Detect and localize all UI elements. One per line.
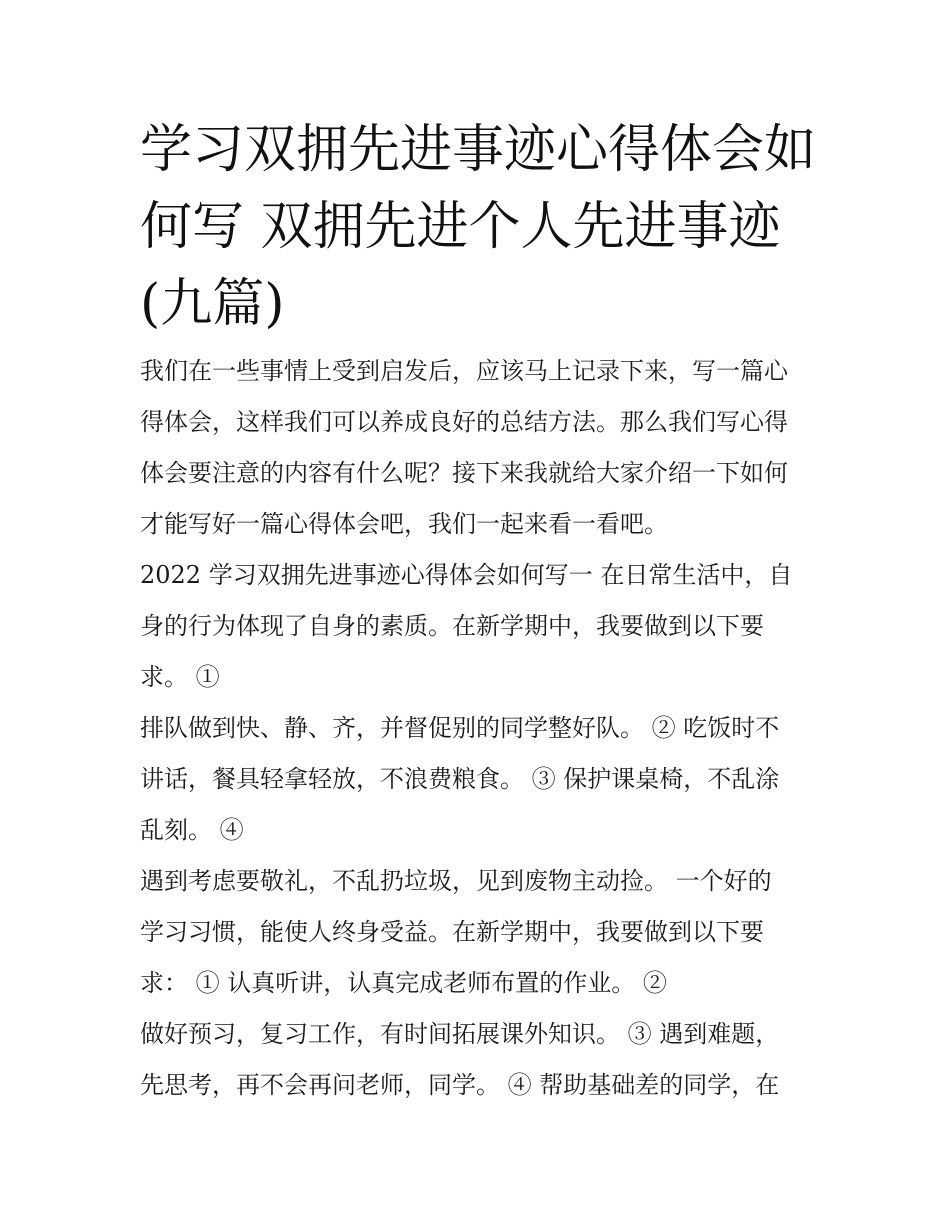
body-line: 学习习惯，能使人终身受益。在新学期中，我要做到以下要 <box>140 918 764 946</box>
title-line: 学习双拥先进事迹心得体会如 <box>140 120 817 180</box>
body-line: 体会要注意的内容有什么呢？接下来我就给大家介绍一下如何 <box>140 459 788 487</box>
body-line: 我们在一些事情上受到启发后，应该马上记录下来，写一篇心 <box>140 357 788 385</box>
body-line: 遇到考虑要敬礼，不乱扔垃圾，见到废物主动捡。 一个好的 <box>140 867 772 895</box>
body-line: 先思考，再不会再问老师，同学。 ④ 帮助基础差的同学，在 <box>140 1071 780 1099</box>
body-line: 身的行为体现了自身的素质。在新学期中，我要做到以下要 <box>140 612 764 640</box>
body-line: 乱刻。 ④ <box>140 816 244 844</box>
title-line: (九篇) <box>140 274 285 334</box>
body-line: 才能写好一篇心得体会吧，我们一起来看一看吧。 <box>140 510 668 538</box>
body-line: 得体会，这样我们可以养成良好的总结方法。那么我们写心得 <box>140 408 788 436</box>
body-line: 求： ① 认真听讲，认真完成老师布置的作业。 ② <box>140 969 667 997</box>
body-line: 讲话，餐具轻拿轻放，不浪费粮食。 ③ 保护课桌椅，不乱涂 <box>140 765 780 793</box>
body-line: 求。 ① <box>140 663 220 691</box>
body-line: 2022 学习双拥先进事迹心得体会如何写一 在日常生活中，自 <box>140 561 793 589</box>
body-line: 做好预习，复习工作，有时间拓展课外知识。 ③ 遇到难题， <box>140 1020 780 1048</box>
title-line: 何写 双拥先进个人先进事迹 <box>140 197 781 257</box>
body-line: 排队做到快、静、齐，并督促别的同学整好队。 ② 吃饭时不 <box>140 714 780 742</box>
document-title <box>140 112 820 343</box>
